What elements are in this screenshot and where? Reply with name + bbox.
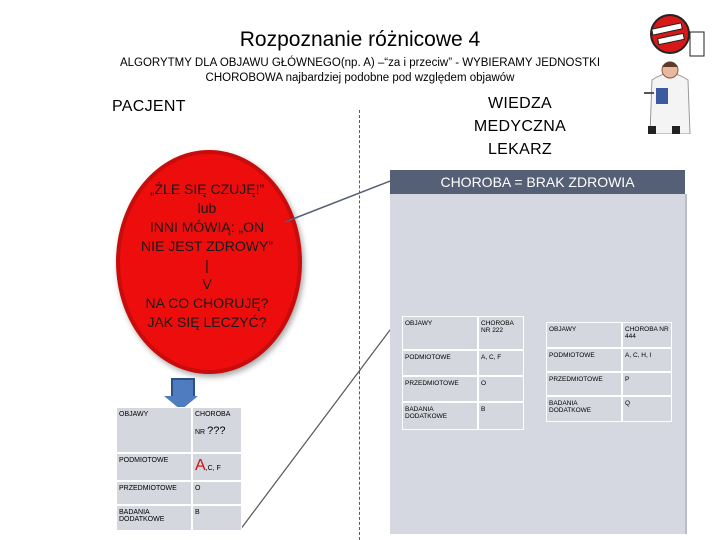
subtitle-line-1: ALGORYTMY DLA OBJAWU GŁÓWNEGO(np. A) –“za i przeciw” - WYBIERAMY JEDNOSTKI: [119, 57, 601, 69]
left-header: PACJENT: [112, 98, 186, 115]
table-row: [116, 481, 242, 505]
table-cell: PODMIOTOWE: [116, 453, 192, 481]
circle-line: |: [205, 257, 209, 273]
cell-text: CHOROBA: [195, 411, 231, 418]
table-row: [116, 407, 242, 453]
table-row: [546, 348, 672, 372]
table-cell: PODMIOTOWE: [402, 350, 478, 376]
table-cell: BADANIA DODATKOWE: [546, 396, 622, 422]
table-cell: A, C, F: [478, 350, 524, 376]
cell-text: ???: [207, 425, 226, 437]
right-header-line-2: LEKARZ: [487, 141, 553, 158]
patient-symptoms-table: [116, 407, 242, 531]
table-cell: O: [478, 376, 524, 402]
circle-line: NIE JEST ZDROWY”: [141, 238, 273, 254]
table-cell: OBJAWY: [546, 322, 622, 348]
table-cell: P: [622, 372, 672, 396]
table-cell: [192, 407, 242, 453]
table-cell: O: [192, 481, 242, 505]
table-cell: PRZEDMIOTOWE: [546, 372, 622, 396]
banner-choroba: CHOROBA = BRAK ZDROWIA: [390, 170, 685, 194]
cell-text: A: [195, 457, 206, 474]
connector-to-banner: [285, 178, 398, 222]
table-cell: B: [192, 505, 242, 531]
table-row: [116, 453, 242, 481]
table-cell: CHOROBA NR 444: [622, 322, 672, 348]
cell-text: NR: [195, 429, 206, 436]
table-cell: OBJAWY: [402, 316, 478, 350]
circle-line: lub: [197, 200, 217, 216]
table-cell: PRZEDMIOTOWE: [116, 481, 192, 505]
table-cell: B: [478, 402, 524, 430]
circle-line: INNI MÓWIĄ: „ON: [149, 219, 265, 235]
table-cell: BADANIA DODATKOWE: [116, 505, 192, 531]
table-row: [402, 316, 524, 350]
table-cell: CHOROBA NR 222: [478, 316, 524, 350]
circle-line: V: [202, 276, 212, 292]
table-cell: Q: [622, 396, 672, 422]
circle-line: NA CO CHORUJĘ?: [145, 295, 269, 311]
table-row: [546, 372, 672, 396]
cell-text: ,C, F: [205, 465, 221, 472]
right-header-line-1: WIEDZA MEDYCZNA: [473, 95, 567, 135]
disease-222-table: [402, 316, 524, 430]
circle-line: JAK SIĘ LECZYĆ?: [147, 314, 267, 330]
down-arrow-shaft: [171, 378, 195, 398]
table-cell: [192, 453, 242, 481]
table-row: [402, 350, 524, 376]
table-row: [546, 396, 672, 422]
table-cell: PODMIOTOWE: [546, 348, 622, 372]
disease-444-table: [546, 322, 672, 422]
slide-title: Rozpoznanie różnicowe 4: [239, 28, 481, 51]
table-row: [546, 322, 672, 348]
table-row: [402, 402, 524, 430]
table-cell: PRZEDMIOTOWE: [402, 376, 478, 402]
table-cell: A, C, H, I: [622, 348, 672, 372]
table-cell: OBJAWY: [116, 407, 192, 453]
table-cell: BADANIA DODATKOWE: [402, 402, 478, 430]
subtitle-line-2: CHOROBOWA najbardziej podobne pod względem objawów: [205, 72, 515, 84]
circle-line: „ŹLE SIĘ CZUJĘ!”: [149, 181, 265, 197]
connector-to-table: [240, 326, 393, 530]
table-row: [116, 505, 242, 531]
table-row: [402, 376, 524, 402]
